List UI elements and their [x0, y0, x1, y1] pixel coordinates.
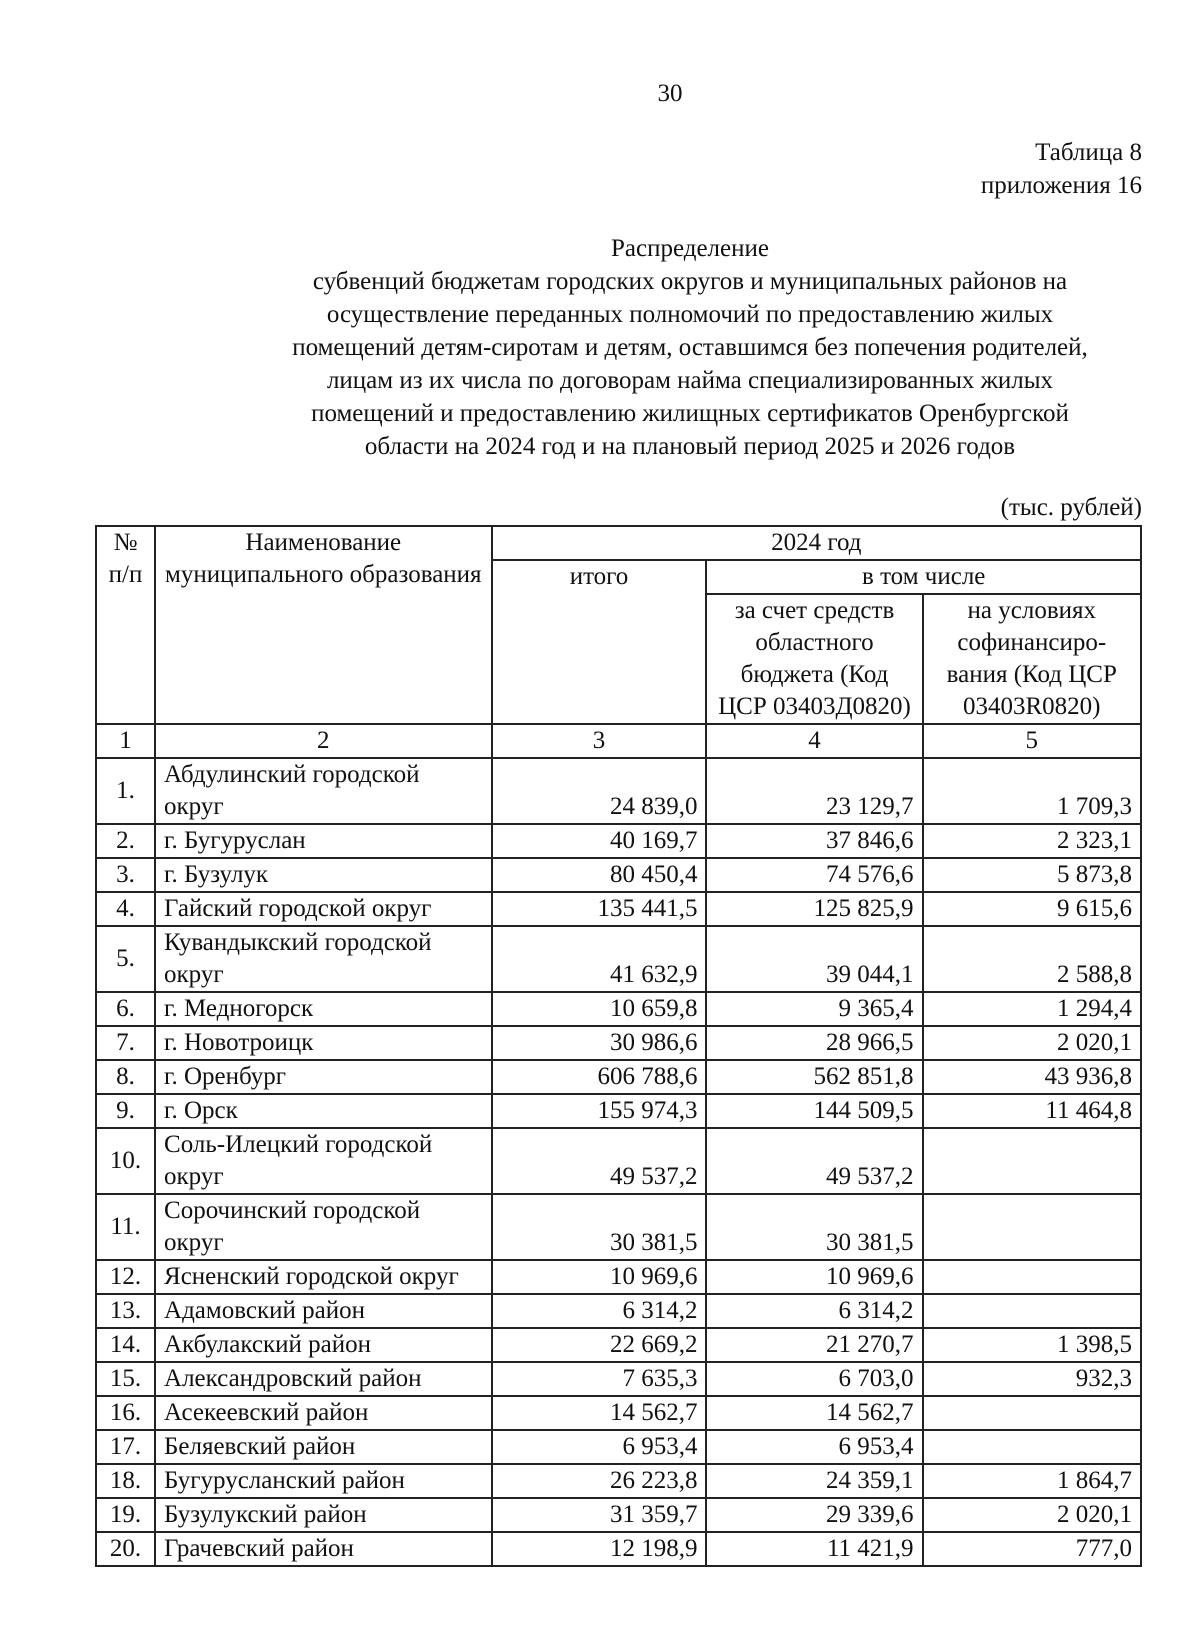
table-row	[96, 858, 1141, 892]
total-amount: 7 635,3	[492, 1362, 707, 1396]
regional-amount: 144 509,5	[706, 1094, 922, 1128]
cofinancing-amount	[923, 1396, 1141, 1430]
total-amount: 606 788,6	[492, 1060, 707, 1094]
subvention-table	[95, 525, 1142, 1567]
total-amount: 10 659,8	[492, 992, 707, 1026]
units-label: (тыс. рублей)	[1000, 494, 1142, 521]
cofinancing-amount	[923, 1128, 1141, 1194]
regional-amount: 9 365,4	[706, 992, 922, 1026]
regional-amount: 6 703,0	[706, 1362, 922, 1396]
cofinancing-amount: 5 873,8	[923, 858, 1141, 892]
table-row	[96, 1498, 1141, 1532]
municipality-name: Абдулинский городской округ	[155, 758, 492, 824]
row-number: 14.	[96, 1328, 155, 1362]
cofinancing-amount: 1 398,5	[923, 1328, 1141, 1362]
municipality-name: г. Оренбург	[155, 1060, 492, 1094]
table-row	[96, 926, 1141, 992]
cofinancing-amount	[923, 1294, 1141, 1328]
table-row	[96, 1294, 1141, 1328]
cofinancing-amount: 932,3	[923, 1362, 1141, 1396]
table-row	[96, 1194, 1141, 1260]
cofinancing-amount: 2 020,1	[923, 1498, 1141, 1532]
row-number: 13.	[96, 1294, 155, 1328]
cofinancing-amount: 9 615,6	[923, 892, 1141, 926]
regional-amount: 125 825,9	[706, 892, 922, 926]
cofinancing-amount: 1 294,4	[923, 992, 1141, 1026]
table-row	[96, 1464, 1141, 1498]
municipality-name: г. Медногорск	[155, 992, 492, 1026]
row-number: 6.	[96, 992, 155, 1026]
table-reference	[981, 136, 1142, 202]
row-number: 17.	[96, 1430, 155, 1464]
total-amount: 30 986,6	[492, 1026, 707, 1060]
total-amount: 22 669,2	[492, 1328, 707, 1362]
total-amount: 30 381,5	[492, 1194, 707, 1260]
row-number: 8.	[96, 1060, 155, 1094]
total-amount: 10 969,6	[492, 1260, 707, 1294]
row-number: 18.	[96, 1464, 155, 1498]
total-amount: 6 314,2	[492, 1294, 707, 1328]
regional-amount: 74 576,6	[706, 858, 922, 892]
row-number: 2.	[96, 824, 155, 858]
title-line: осуществление переданных полномочий по предоставлению жилых	[326, 301, 1054, 328]
table-row	[96, 1094, 1141, 1128]
table-row	[96, 1396, 1141, 1430]
row-number: 3.	[96, 858, 155, 892]
column-number: 5	[923, 724, 1141, 758]
regional-amount: 21 270,7	[706, 1328, 922, 1362]
regional-amount: 28 966,5	[706, 1026, 922, 1060]
row-number: 12.	[96, 1260, 155, 1294]
municipality-name: Гайский городской округ	[155, 892, 492, 926]
table-row	[96, 1260, 1141, 1294]
cofinancing-amount: 777,0	[923, 1532, 1141, 1566]
cofinancing-amount: 2 588,8	[923, 926, 1141, 992]
row-number: 7.	[96, 1026, 155, 1060]
column-numbers-row	[96, 724, 1141, 758]
municipality-name: г. Новотроицк	[155, 1026, 492, 1060]
header-year: 2024 год	[492, 526, 1141, 560]
regional-amount: 6 953,4	[706, 1430, 922, 1464]
total-amount: 49 537,2	[492, 1128, 707, 1194]
municipality-name: Соль-Илецкий городской округ	[155, 1128, 492, 1194]
municipality-name: Грачевский район	[155, 1532, 492, 1566]
row-number: 10.	[96, 1128, 155, 1194]
table-row	[96, 1328, 1141, 1362]
table-row	[96, 1532, 1141, 1566]
regional-amount: 24 359,1	[706, 1464, 922, 1498]
header-including: в том числе	[706, 560, 1141, 594]
regional-amount: 10 969,6	[706, 1260, 922, 1294]
page-number: 30	[657, 80, 683, 107]
total-amount: 41 632,9	[492, 926, 707, 992]
table-ref-line2: приложения 16	[980, 172, 1142, 199]
table-row	[96, 758, 1141, 824]
regional-amount: 39 044,1	[706, 926, 922, 992]
total-amount: 80 450,4	[492, 858, 707, 892]
title-heading: Распределение	[611, 235, 769, 262]
title-line: помещений и предоставлению жилищных сертификатов Оренбургской	[311, 400, 1069, 427]
header-num: № п/п	[96, 526, 155, 724]
cofinancing-amount: 2 020,1	[923, 1026, 1141, 1060]
table-row	[96, 824, 1141, 858]
cofinancing-amount: 2 323,1	[923, 824, 1141, 858]
total-amount: 24 839,0	[492, 758, 707, 824]
municipality-name: Сорочинский городской округ	[155, 1194, 492, 1260]
total-amount: 12 198,9	[492, 1532, 707, 1566]
total-amount: 40 169,7	[492, 824, 707, 858]
municipality-name: Асекеевский район	[155, 1396, 492, 1430]
cofinancing-amount	[923, 1260, 1141, 1294]
cofinancing-amount: 11 464,8	[923, 1094, 1141, 1128]
header-row	[96, 526, 1141, 560]
municipality-name: Бузулукский район	[155, 1498, 492, 1532]
table-row	[96, 892, 1141, 926]
title-line: помещений детям-сиротам и детям, оставшимся без попечения родителей,	[292, 334, 1088, 361]
cofinancing-amount: 1 709,3	[923, 758, 1141, 824]
regional-amount: 11 421,9	[706, 1532, 922, 1566]
municipality-name: Акбулакский район	[155, 1328, 492, 1362]
municipality-name: Адамовский район	[155, 1294, 492, 1328]
row-number: 5.	[96, 926, 155, 992]
row-number: 11.	[96, 1194, 155, 1260]
total-amount: 14 562,7	[492, 1396, 707, 1430]
municipality-name: Ясненский городской округ	[155, 1260, 492, 1294]
municipality-name: г. Бузулук	[155, 858, 492, 892]
column-number: 2	[155, 724, 492, 758]
table-row	[96, 1128, 1141, 1194]
table-row	[96, 1430, 1141, 1464]
municipality-name: г. Бугуруслан	[155, 824, 492, 858]
cofinancing-amount	[923, 1430, 1141, 1464]
municipality-name: Беляевский район	[155, 1430, 492, 1464]
total-amount: 6 953,4	[492, 1430, 707, 1464]
row-number: 16.	[96, 1396, 155, 1430]
regional-amount: 37 846,6	[706, 824, 922, 858]
table-row	[96, 1026, 1141, 1060]
municipality-name: Кувандыкский городской округ	[155, 926, 492, 992]
document-title	[190, 232, 1190, 463]
municipality-name: г. Орск	[155, 1094, 492, 1128]
regional-amount: 30 381,5	[706, 1194, 922, 1260]
regional-amount: 49 537,2	[706, 1128, 922, 1194]
row-number: 9.	[96, 1094, 155, 1128]
row-number: 15.	[96, 1362, 155, 1396]
municipality-name: Бугурусланский район	[155, 1464, 492, 1498]
header-cofinancing: на условиях софинансиро-вания (Код ЦСР 03403R0820)	[923, 594, 1141, 724]
regional-amount: 23 129,7	[706, 758, 922, 824]
row-number: 20.	[96, 1532, 155, 1566]
header-name: Наименование муниципального образования	[155, 526, 492, 724]
cofinancing-amount: 1 864,7	[923, 1464, 1141, 1498]
row-number: 4.	[96, 892, 155, 926]
column-number: 3	[492, 724, 707, 758]
municipality-name: Александровский район	[155, 1362, 492, 1396]
regional-amount: 29 339,6	[706, 1498, 922, 1532]
regional-amount: 14 562,7	[706, 1396, 922, 1430]
column-number: 1	[96, 724, 155, 758]
table-row	[96, 1060, 1141, 1094]
table-row	[96, 1362, 1141, 1396]
total-amount: 155 974,3	[492, 1094, 707, 1128]
cofinancing-amount: 43 936,8	[923, 1060, 1141, 1094]
title-line: субвенций бюджетам городских округов и муниципальных районов на	[312, 268, 1068, 295]
title-line: области на 2024 год и на плановый период 2025 и 2026 годов	[364, 433, 1016, 460]
column-number: 4	[706, 724, 922, 758]
regional-amount: 6 314,2	[706, 1294, 922, 1328]
title-line: лицам из их числа по договорам найма специализированных жилых	[326, 367, 1054, 394]
row-number: 1.	[96, 758, 155, 824]
total-amount: 26 223,8	[492, 1464, 707, 1498]
table-ref-line1: Таблица 8	[1035, 139, 1142, 166]
header-regional: за счет средств областного бюджета (Код ЦСР 03403Д0820)	[706, 594, 922, 724]
row-number: 19.	[96, 1498, 155, 1532]
regional-amount: 562 851,8	[706, 1060, 922, 1094]
cofinancing-amount	[923, 1194, 1141, 1260]
table-row	[96, 992, 1141, 1026]
total-amount: 31 359,7	[492, 1498, 707, 1532]
header-total: итого	[492, 560, 707, 724]
total-amount: 135 441,5	[492, 892, 707, 926]
